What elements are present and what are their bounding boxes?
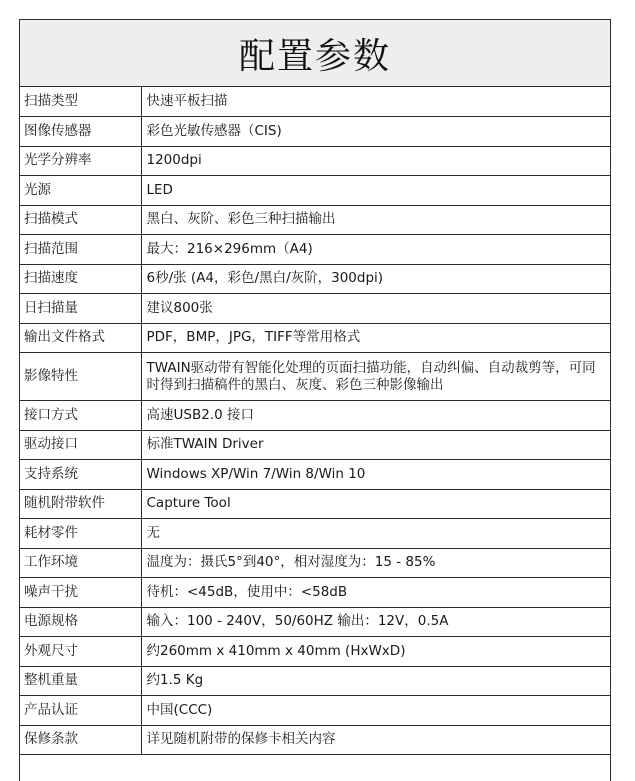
table-row	[20, 87, 610, 117]
table-row	[20, 430, 610, 460]
spec-value: 快速平板扫描	[141, 87, 610, 117]
spec-key: 耗材零件	[20, 519, 141, 549]
spec-key: 工作环境	[20, 548, 141, 578]
spec-value: 约260mm x 410mm x 40mm (HxWxD)	[141, 637, 610, 667]
table-row	[20, 637, 610, 667]
table-row	[20, 323, 610, 353]
spec-value: 无	[141, 519, 610, 549]
spec-key: 接口方式	[20, 401, 141, 431]
spec-value: 输入：100 - 240V，50/60HZ 输出：12V，0.5A	[141, 607, 610, 637]
spec-value: Windows XP/Win 7/Win 8/Win 10	[141, 460, 610, 490]
spec-value: 黑白、灰阶、彩色三种扫描输出	[141, 205, 610, 235]
table-row	[20, 235, 610, 265]
spec-value: 6秒/张 (A4，彩色/黑白/灰阶，300dpi)	[141, 264, 610, 294]
spec-key: 保修条款	[20, 725, 141, 755]
spec-key: 扫描模式	[20, 205, 141, 235]
spec-key: 光学分辨率	[20, 146, 141, 176]
spec-value: 约1.5 Kg	[141, 666, 610, 696]
spec-value: 详见随机附带的保修卡相关内容	[141, 725, 610, 755]
spec-key: 驱动接口	[20, 430, 141, 460]
spec-value: TWAIN驱动带有智能化处理的页面扫描功能，自动纠偏、自动裁剪等，可同时得到扫描稿件的黑白、灰度、彩色三种影像输出	[141, 353, 610, 401]
spec-value: 待机：<45dB，使用中：<58dB	[141, 578, 610, 608]
spec-value: 最大：216×296mm（A4)	[141, 235, 610, 265]
page-title: 配置参数	[20, 20, 610, 87]
spec-value: 彩色光敏传感器（CIS)	[141, 117, 610, 147]
spec-key: 支持系统	[20, 460, 141, 490]
table-row	[20, 353, 610, 401]
table-row	[20, 460, 610, 490]
spec-key: 外观尺寸	[20, 637, 141, 667]
table-row	[20, 489, 610, 519]
table-row	[20, 401, 610, 431]
spec-value: 标准TWAIN Driver	[141, 430, 610, 460]
table-row	[20, 666, 610, 696]
table-row	[20, 696, 610, 726]
table-row	[20, 519, 610, 549]
table-row	[20, 725, 610, 755]
table-row	[20, 548, 610, 578]
table-row	[20, 264, 610, 294]
table-row	[20, 117, 610, 147]
table-row	[20, 176, 610, 206]
spec-value: PDF，BMP，JPG，TIFF等常用格式	[141, 323, 610, 353]
spec-sheet	[19, 19, 611, 781]
spec-value: LED	[141, 176, 610, 206]
table-row	[20, 578, 610, 608]
spec-key: 扫描类型	[20, 87, 141, 117]
table-row	[20, 205, 610, 235]
spec-key: 扫描范围	[20, 235, 141, 265]
table-row	[20, 146, 610, 176]
spec-value: 温度为：摄氏5°到40°，相对湿度为：15 - 85%	[141, 548, 610, 578]
spec-value: 中国(CCC)	[141, 696, 610, 726]
spec-key: 随机附带软件	[20, 489, 141, 519]
spec-key: 噪声干扰	[20, 578, 141, 608]
spec-key: 电源规格	[20, 607, 141, 637]
spec-value: 高速USB2.0 接口	[141, 401, 610, 431]
spec-value: 建议800张	[141, 294, 610, 324]
table-row	[20, 607, 610, 637]
spec-key: 影像特性	[20, 353, 141, 401]
spec-key: 产品认证	[20, 696, 141, 726]
spec-key: 输出文件格式	[20, 323, 141, 353]
spec-table	[20, 87, 610, 755]
spec-value: 1200dpi	[141, 146, 610, 176]
spec-value: Capture Tool	[141, 489, 610, 519]
table-row	[20, 294, 610, 324]
spec-key: 图像传感器	[20, 117, 141, 147]
spec-key: 光源	[20, 176, 141, 206]
spec-key: 整机重量	[20, 666, 141, 696]
spec-key: 扫描速度	[20, 264, 141, 294]
spec-key: 日扫描量	[20, 294, 141, 324]
